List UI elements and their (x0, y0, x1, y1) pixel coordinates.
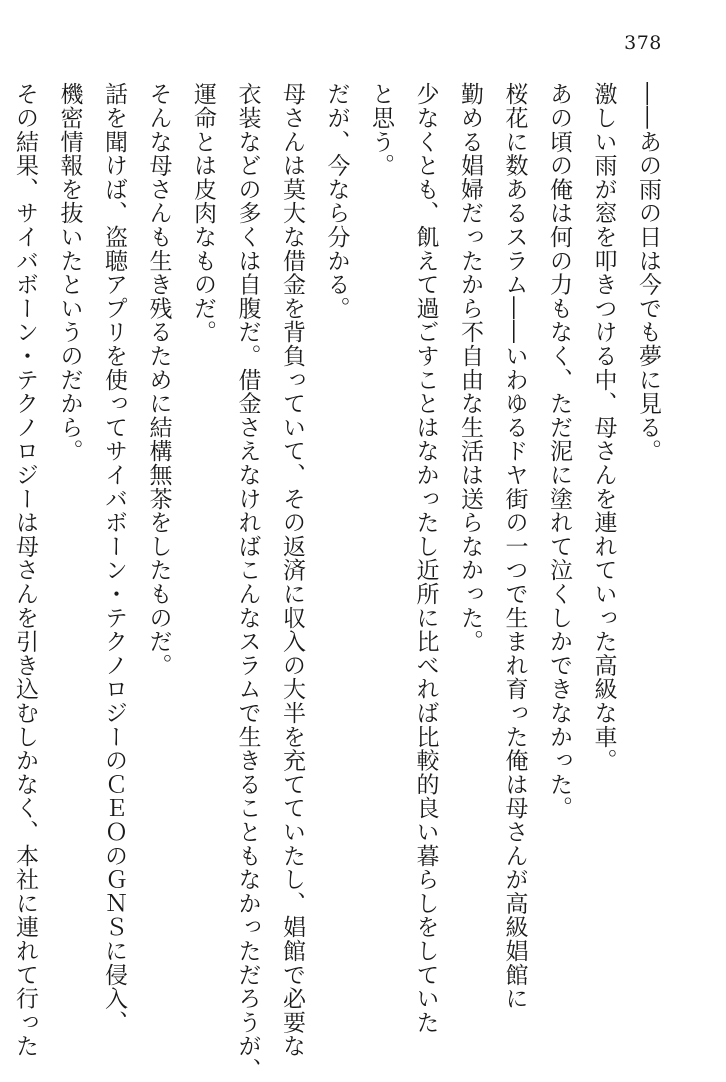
text-line-13: 話を聞けば、盗聴アプリを使ってサイバボーン・テクノロジーのＣＥＯのＧＮＳに侵入、 (101, 82, 127, 1034)
text-line-11: 運命とは皮肉なものだ。 (190, 82, 216, 344)
text-line-1: ――あの雨の日は今でも夢に見る。 (635, 82, 661, 463)
text-line-9: 母さんは莫大な借金を背負っていて、その返済に収入の大半を充てていたし、娼館で必要な (279, 82, 305, 1058)
text-line-5: 勤める娼婦だったから不自由な生活は送らなかった。 (457, 82, 483, 654)
text-line-10: 衣装などの多くは自腹だ。借金さえなければこんなスラムで生きることもなかっただろうが、 (234, 82, 261, 1082)
text-line-15: その結果、サイバボーン・テクノロジーは母さんを引き込むしかなく、本社に連れて行った (12, 82, 38, 1058)
text-line-8: だが、今なら分かる。 (323, 82, 350, 320)
text-line-2: 激しい雨が窓を叩きつける中、母さんを連れていった高級な車。 (590, 82, 617, 773)
text-line-12: そんな母さんも生き残るために結構無茶をしたものだ。 (145, 82, 172, 677)
page-number: 378 (624, 32, 662, 54)
text-line-7: と思う。 (368, 82, 394, 178)
text-line-14: 機密情報を抜いたというのだから。 (56, 82, 83, 463)
text-line-3: あの頃の俺は何の力もなく、ただ泥に塗れて泣くしかできなかった。 (546, 82, 572, 820)
vertical-text-body (0, 82, 670, 1082)
text-line-6: 少なくとも、飢えて過ごすことはなかったし近所に比べれば比較的良い暮らしをしていた (412, 82, 439, 1034)
text-line-4: 桜花に数あるスラム――いわゆるドヤ街の一つで生まれ育った俺は母さんが高級娼館に (501, 82, 528, 1011)
